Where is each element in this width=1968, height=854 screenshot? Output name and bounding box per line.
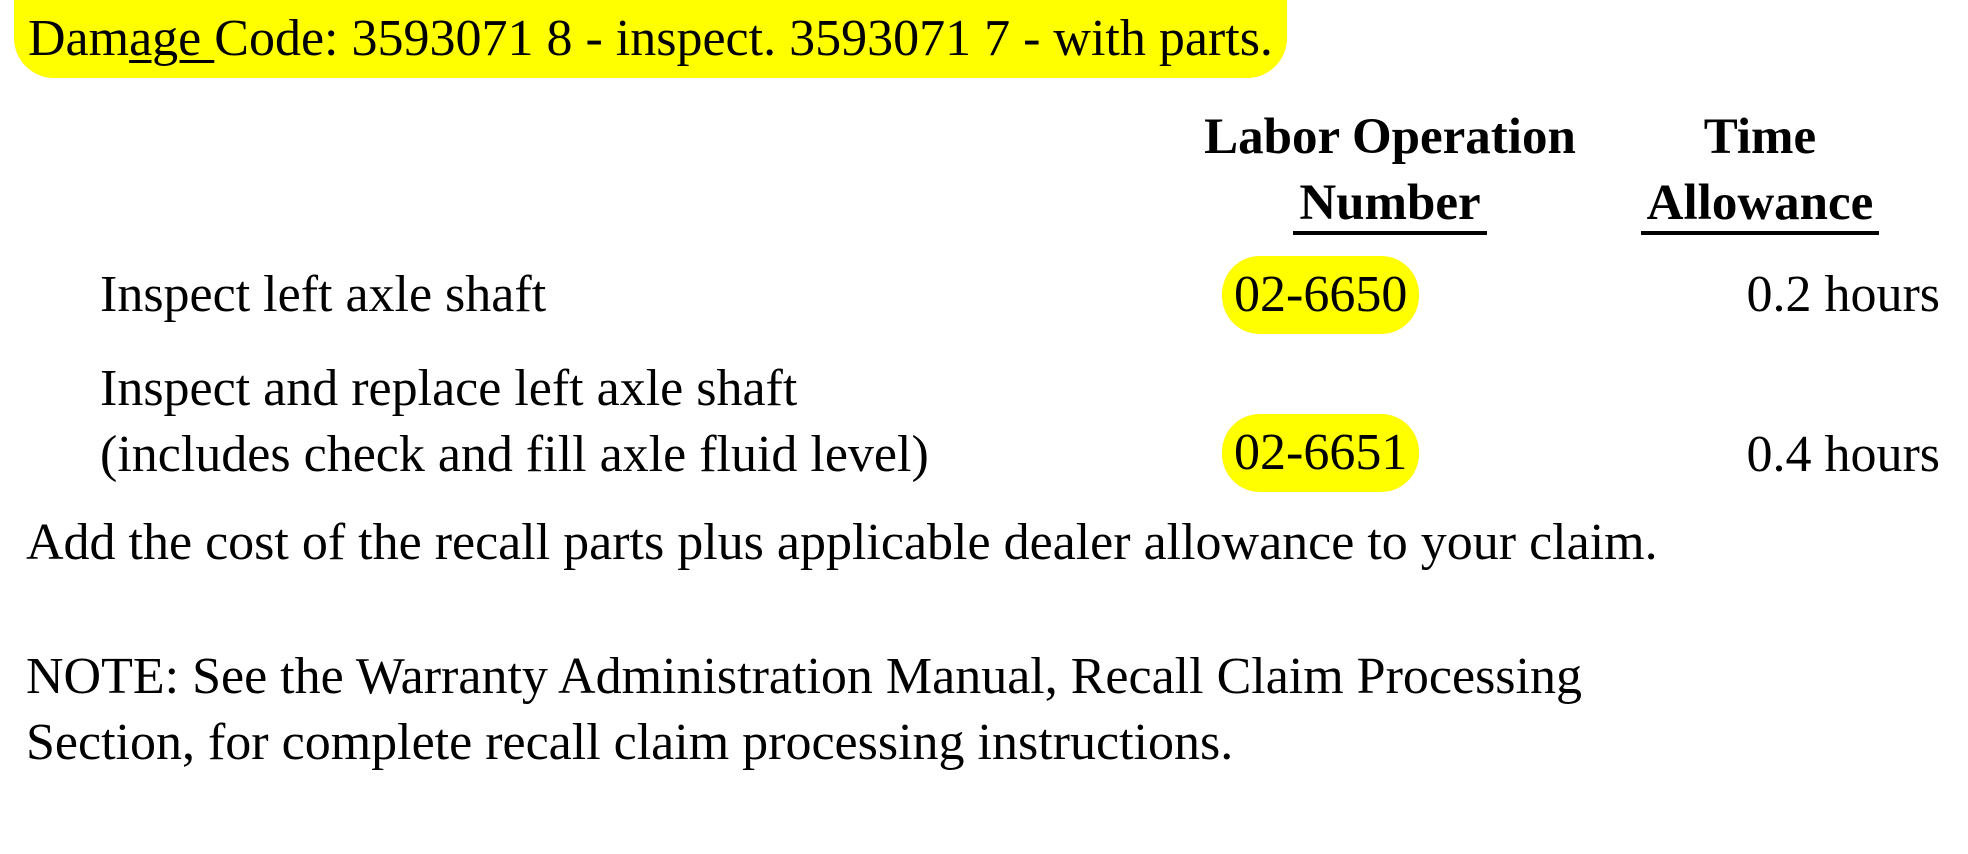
time-allowance-header-line2: Allowance — [1641, 175, 1880, 235]
labor-operation-header-line2: Number — [1293, 175, 1486, 235]
damage-prefix: Dam — [28, 10, 130, 67]
row-2-description-line2: (includes check and fill axle fluid level) — [100, 426, 929, 483]
damage-code-line — [14, 0, 1287, 78]
row-2-description-line1: Inspect and replace left axle shaft — [100, 360, 798, 417]
row-1-op-number: 02-6650 — [1222, 256, 1419, 334]
cost-paragraph: Add the cost of the recall parts plus applicable dealer allowance to your claim. — [26, 514, 1658, 571]
row-2-allowance: 0.4 hours — [1746, 426, 1940, 483]
note-line-1: NOTE: See the Warranty Administration Manual, Recall Claim Processing — [26, 648, 1582, 705]
labor-operation-header — [1160, 104, 1620, 236]
damage-code-text: Code: 3593071 8 - inspect. 3593071 7 - with parts. — [214, 10, 1273, 67]
time-allowance-header — [1620, 104, 1900, 236]
damage-underlined: age — [129, 10, 215, 67]
row-2-op-number: 02-6651 — [1222, 414, 1419, 492]
note-line-2: Section, for complete recall claim processing instructions. — [26, 714, 1234, 771]
row-1-allowance: 0.2 hours — [1746, 266, 1940, 323]
time-allowance-header-line1: Time — [1703, 109, 1817, 165]
row-1-description: Inspect left axle shaft — [100, 266, 547, 323]
labor-operation-header-line1: Labor Operation — [1204, 109, 1576, 165]
